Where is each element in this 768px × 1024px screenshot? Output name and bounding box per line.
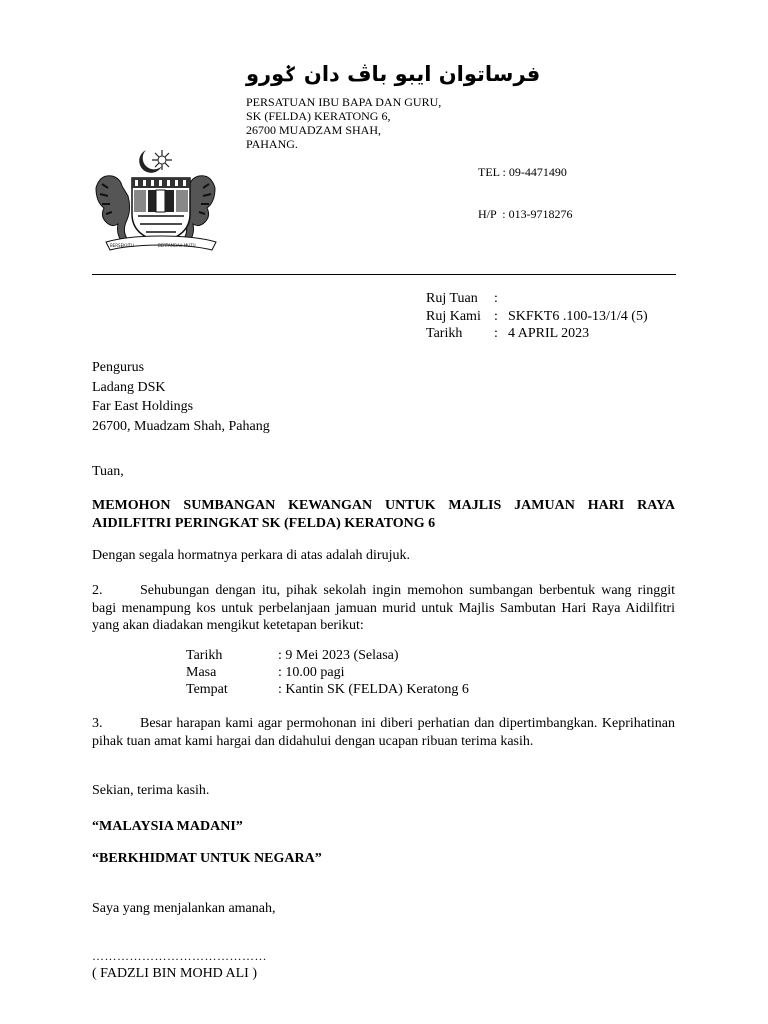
detail-label: Tarikh	[186, 648, 223, 663]
detail-row	[186, 647, 469, 664]
coat-of-arms-icon	[88, 148, 223, 260]
event-details	[186, 647, 469, 698]
paragraph-1: Dengan segala hormatnya perkara di atas adalah dirujuk.	[92, 548, 410, 563]
svg-text:BERTAMBAH MUTU: BERTAMBAH MUTU	[158, 243, 196, 248]
reference-label: Ruj Tuan	[426, 291, 478, 306]
reference-row: Ruj Tuan :	[426, 291, 498, 306]
jawi-title: فرساتوان ايبو باڤ دان ݢورو	[246, 62, 541, 86]
telephone: TEL : 09-4471490	[478, 165, 567, 179]
paragraph-number: 3.	[92, 716, 103, 731]
motto-malaysia-madani: “MALAYSIA MADANI”	[92, 819, 243, 834]
detail-value: : 10.00 pagi	[278, 665, 345, 680]
closing-line: Sekian, terima kasih.	[92, 783, 210, 798]
recipient-line: Pengurus	[92, 360, 145, 375]
reference-label: Ruj Kami	[426, 308, 481, 324]
motto-berkhidmat: “BERKHIDMAT UNTUK NEGARA”	[92, 851, 322, 866]
address-line: SK (FELDA) KERATONG 6,	[246, 109, 391, 123]
header-divider	[92, 274, 676, 275]
reference-label: Tarikh	[426, 326, 463, 341]
signer-name: ( FADZLI BIN MOHD ALI )	[92, 966, 257, 981]
sender-address	[246, 95, 441, 151]
recipient-line: 26700, Muadzam Shah, Pahang	[92, 418, 270, 434]
sign-off: Saya yang menjalankan amanah,	[92, 901, 276, 916]
paragraph-number: 2.	[92, 583, 103, 598]
detail-value: : 9 Mei 2023 (Selasa)	[278, 648, 399, 663]
paragraph-text: Besar harapan kami agar permohonan ini diberi perhatian dan dipertimbangkan. Keprihatinan pihak tuan amat kami hargai dan didahului dengan ucapan ribuan terima kasih.	[92, 716, 675, 749]
recipient-line: Far East Holdings	[92, 399, 194, 414]
paragraph-text: Sehubungan dengan itu, pihak sekolah ingin memohon sumbangan berbentuk wang ringgit bagi menampung kos untuk perbelanjaan jamuan murid untuk Majlis Sambutan Hari Raya Aidilfitri yang akan diadakan mengikut ketetapan berikut:	[92, 583, 675, 633]
paragraph-3	[92, 715, 675, 750]
contact-numbers	[478, 137, 573, 235]
letter-subject: MEMOHON SUMBANGAN KEWANGAN UNTUK MAJLIS JAMUAN HARI RAYA AIDILFITRI PERINGKAT SK (FELDA) KERATONG 6	[92, 498, 675, 531]
svg-text:BERSEKUTU: BERSEKUTU	[110, 243, 134, 248]
recipient-line: Ladang DSK	[92, 379, 166, 395]
recipient-address	[92, 358, 270, 436]
salutation: Tuan,	[92, 464, 124, 479]
detail-row	[186, 681, 469, 698]
detail-label: Masa	[186, 665, 217, 680]
detail-label: Tempat	[186, 682, 228, 697]
reference-row: Tarikh : 4 APRIL 2023	[426, 326, 590, 341]
detail-row	[186, 664, 469, 681]
detail-value: : Kantin SK (FELDA) Keratong 6	[278, 682, 469, 697]
reference-value: 4 APRIL 2023	[508, 326, 590, 341]
signature-line: ……………………………………	[92, 949, 267, 963]
reference-value: SKFKT6 .100-13/1/4 (5)	[508, 308, 648, 324]
address-line: PERSATUAN IBU BAPA DAN GURU,	[246, 95, 442, 109]
paragraph-2	[92, 582, 675, 635]
address-line: 26700 MUADZAM SHAH,	[246, 123, 382, 137]
reference-block	[426, 290, 648, 343]
reference-row: Ruj Kami : SKFKT6 .100-13/1/4 (5)	[426, 308, 648, 324]
handphone: H/P : 013-9718276	[478, 207, 573, 221]
address-line: PAHANG.	[246, 137, 298, 151]
